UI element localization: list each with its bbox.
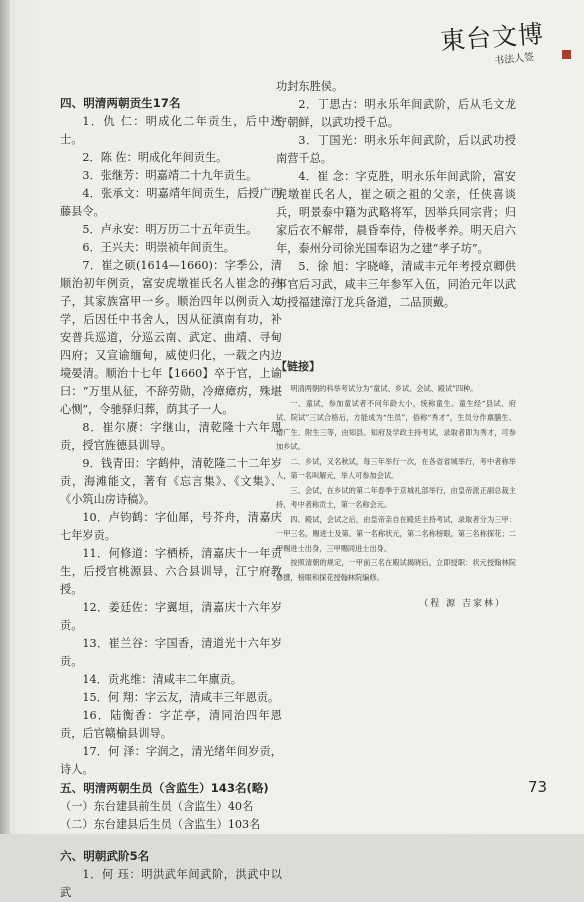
brand-logo: 東台文博 [439, 19, 546, 56]
link-paragraph: 按照清朝的规定，一甲前三名在殿试揭晓后，立即授职：状元授翰林院修撰，榜眼和探花授翰林院编修。 [276, 558, 516, 582]
list-item: 13．崔兰谷：字国香，清道光十六年岁贡。 [60, 637, 282, 668]
list-item: 15．何 翔：字云友，清咸丰三年恩贡。 [82, 691, 280, 704]
list-item: 9．钱青田：字鹤仲，清乾隆二十二年岁贡，海滩能文，著有《忘言集》、《文集》、《小筑山房诗稿》。 [60, 457, 282, 506]
link-paragraph: 一、童试，参加童试者不问年龄大小，统称童生。童生经“县试、府试、院试”三试合格后，方能成为“生员”，俗称“秀才”，生员分作禀膳生、增广生、附生三等，由知县、知府及学政主持考试，录取者即为秀才，可参加乡试。 [276, 398, 516, 451]
section5-title: 五、明清两朝生员（含监生）143名(略) [60, 781, 269, 795]
list-item: 1．仇 仁：明成化二年贡生，后中进士。 [60, 115, 282, 146]
list-item: 5．卢永安：明万历二十五年贡生。 [82, 223, 258, 236]
list-item: 8．崔尔赓：字继山，清乾隆十六年恩贡，授官旌德县训导。 [60, 421, 282, 452]
link-paragraph: 明清两朝的科举考试分为“童试、乡试、会试、殿试”四种。 [290, 384, 478, 393]
book-spine [0, 0, 10, 834]
author-credit: （程 源 吉家林） [419, 599, 506, 609]
list-item: 7．崔之硕(1614—1660)：字季公，清顺治初年例贡，富安虎墩崔氏名人崔念的孙子，其家族富甲一乡。顺治四年以例贡入太学，后因任中书舍人，因从征滇南有功，补安普兵巡道，分巡云南、武定、曲靖、寻甸四府；又宣谕缅甸，威使归化，一载之内边境晏清。顺治十七年【1660】卒于官，上谕曰：“万里从征，不辞劳勋，冷瘴瘴疠，殊堪心恻”，令驰驿归葬，荫其子一人。 [60, 259, 282, 416]
list-item: 6．王兴夫：明崇祯年间贡生。 [82, 241, 235, 254]
list-item: 11．何修道：字栖桥，清嘉庆十一年贡生，后授官桃源县、六合县训导，江宁府教授。 [60, 547, 282, 596]
right-column [276, 78, 516, 622]
spacer [276, 312, 516, 358]
list-item: 3．张继芳：明嘉靖二十九年贡生。 [82, 169, 258, 182]
spacer [60, 834, 282, 847]
list-item: 2．丁思古：明永乐年间武阶，后从毛文龙守朝鲜，以武功授千总。 [276, 98, 516, 129]
list-item: （一）东台建县前生员（含监生）40名 [60, 800, 254, 813]
list-item: 14．贡兆维：清咸丰二年廪贡。 [82, 673, 243, 686]
list-item: 4．崔 念：字克胜，明永乐年间武阶，富安虎墩崔氏名人，崔之硕之祖的父亲，任侠喜谈兵，明景泰中籍为武略将军，因举兵同宗背；归家后衣不解带，晨昏奉侍，侍极孝养。明天启六年，泰州分司徐光国奉诏为之建“孝子坊”。 [276, 170, 516, 255]
section4-title: 四、明清两朝贡生17名 [60, 96, 181, 110]
section4-list [60, 113, 282, 779]
list-item: 12．姜廷佐：字翼垣，清嘉庆十六年岁贡。 [60, 601, 282, 632]
list-item: 17．何 泽：字润之，清光绪年间岁贡，诗人。 [60, 745, 282, 776]
list-item: 2．陈 佐：明成化年间贡生。 [82, 151, 228, 164]
list-item: （二）东台建县后生员（含监生）103名 [60, 818, 261, 831]
link-paragraph: 二、乡试，又名秋试，每三年举行一次，在各省省城举行，考中者称举人，第一名叫解元，举人可参加会试。 [276, 456, 516, 480]
page-number: 73 [528, 778, 548, 796]
link-box [276, 382, 516, 585]
left-column [60, 94, 282, 902]
section6-title: 六、明朝武阶5名 [60, 849, 150, 863]
list-item: 16．陆衡香：字芷亭，清同治四年恩贡，后官赣榆县训导。 [60, 709, 282, 740]
list-item: 1．何 珏：明洪武年间武阶，洪武中以武 [60, 868, 282, 899]
list-item: 功封东胜侯。 [276, 80, 344, 93]
list-item: 4．张承文：明嘉靖年间贡生，后授广西藤县令。 [60, 187, 282, 218]
red-seal-icon [562, 50, 571, 59]
list-item: 3．丁国光：明永乐年间武阶，后以武功授南营千总。 [276, 134, 516, 165]
link-title: 【链接】 [276, 360, 320, 373]
signature: 书法人签 [493, 51, 535, 68]
link-paragraph: 四、殿试，会试之后，由皇帝亲自在殿廷主持考试，录取者分为三甲：一甲三名，赐进士及第，第一名称状元，第二名称榜眼，第三名称探花；二甲赐进士出身，三甲赐同进士出身。 [276, 514, 516, 553]
list-item: 10．卢钧鹤：字仙犀，号芥舟，清嘉庆七年岁贡。 [60, 511, 282, 542]
list-item: 5．徐 旭：字晓峰，清咸丰元年考授京卿供事官后习武，咸丰三年参军入伍，同治元年以武功授福建漳汀龙兵备道，二品顶戴。 [276, 260, 516, 309]
link-paragraph: 三、会试，在乡试的第二年春季于京城礼部举行，由皇帝派正副总裁主持，考中者称贡士，第一名称会元。 [276, 485, 516, 509]
